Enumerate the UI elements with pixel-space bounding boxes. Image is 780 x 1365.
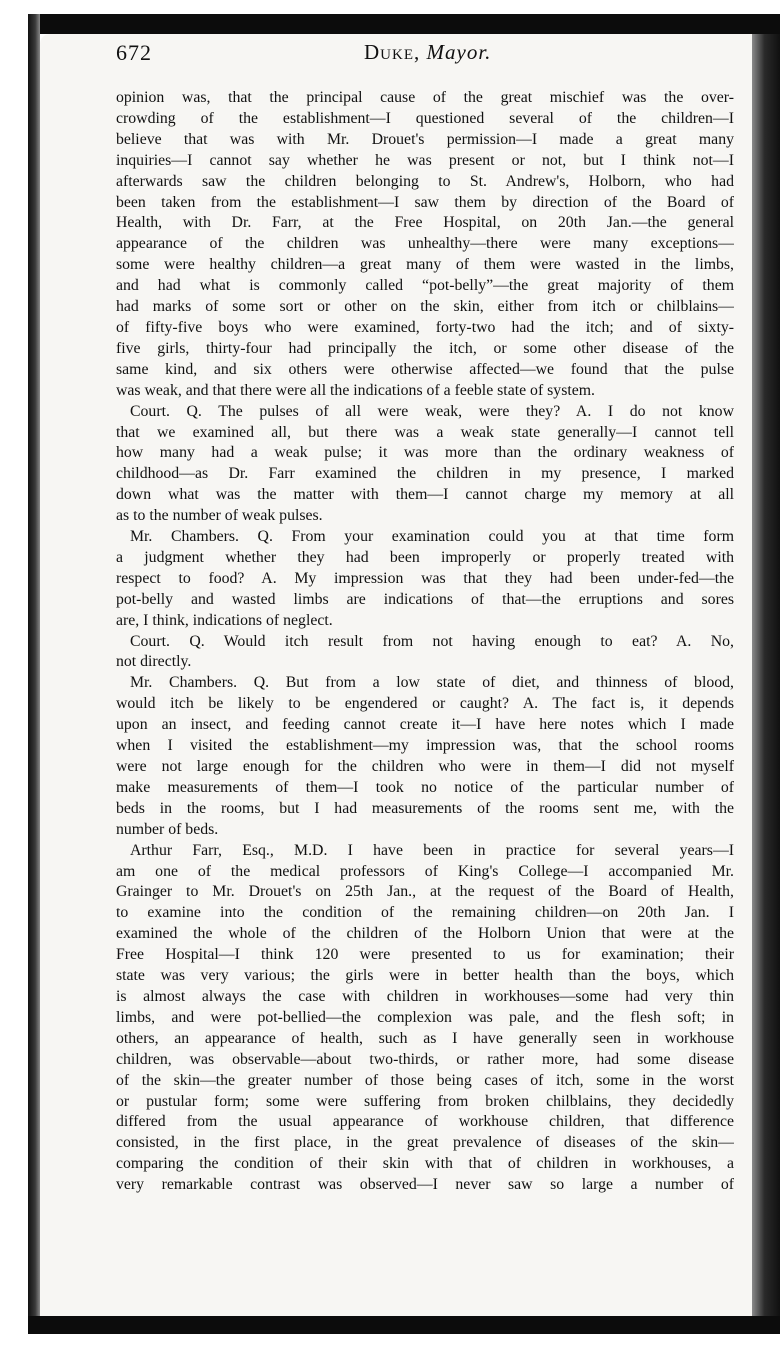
text-line: as to the number of weak pulses. [116, 507, 323, 525]
text-line: Grainger to Mr. Drouet's on 25th Jan., at the request of the Board of Health, [116, 883, 734, 901]
text-line: comparing the condition of their skin with that of children in workhouses, a [116, 1155, 734, 1173]
text-line: Health, with Dr. Farr, at the Free Hospital, on 20th Jan.—the general [116, 214, 734, 232]
text-line: limbs, and were pot-bellied—the complexion was pale, and the flesh soft; in [116, 1008, 734, 1026]
text-line: or pustular form; some were suffering from broken chilblains, they decidedly [116, 1092, 734, 1110]
text-line: beds in the rooms, but I had measurements of the rooms sent me, with the [116, 799, 734, 817]
scan-border-top [28, 14, 780, 34]
page-edge-shadow [752, 34, 780, 1316]
text-line: was weak, and that there were all the indications of a feeble state of system. [116, 381, 595, 399]
text-line: and had what is commonly called “pot-belly”—the great majority of them [116, 277, 734, 295]
text-line: down what was the matter with them—I cannot charge my memory at all [116, 486, 734, 504]
running-head [364, 40, 491, 65]
text-line: consisted, in the first place, in the great prevalence of diseases of the skin— [116, 1134, 734, 1152]
text-line: would itch be likely to be engendered or caught? A. The fact is, it depends [116, 695, 734, 713]
text-line: Free Hospital—I think 120 were presented to us for examination; their [116, 946, 734, 964]
text-line: Court. Q. Would itch result from not having enough to eat? A. No, [130, 632, 734, 650]
text-line: Court. Q. The pulses of all were weak, were they? A. I do not know [130, 402, 734, 420]
text-line: others, an appearance of health, such as I have generally seen in workhouse [116, 1029, 734, 1047]
text-line: respect to food? A. My impression was that they had been under-fed—the [116, 569, 734, 587]
running-head-title: Mayor. [426, 40, 492, 64]
text-line: how many had a weak pulse; it was more than the ordinary weakness of [116, 444, 734, 462]
text-line: make measurements of them—I took no notice of the particular number of [116, 778, 734, 796]
text-line: Mr. Chambers. Q. From your examination could you at that time form [130, 528, 734, 546]
text-line: examined the whole of the children of the Holborn Union that were at the [116, 925, 734, 943]
text-line: state was very various; the girls were in better health than the boys, which [116, 967, 734, 985]
text-line: am one of the medical professors of King's College—I accompanied Mr. [116, 862, 734, 880]
text-line: pot-belly and wasted limbs are indications of that—the erruptions and sores [116, 590, 734, 608]
text-line: differed from the usual appearance of workhouse children, that difference [116, 1113, 734, 1131]
page-header [116, 40, 736, 70]
text-line: of fifty-five boys who were examined, forty-two had the itch; and of sixty- [116, 318, 734, 336]
running-head-name: Duke, [364, 40, 421, 64]
text-line: Mr. Chambers. Q. But from a low state of diet, and thinness of blood, [130, 674, 734, 692]
text-line: afterwards saw the children belonging to St. Andrew's, Holborn, who had [116, 172, 734, 190]
text-line: appearance of the children was unhealthy—there were many exceptions— [116, 235, 734, 253]
text-line: when I visited the establishment—my impression was, that the school rooms [116, 737, 734, 755]
text-line: very remarkable contrast was observed—I never saw so large a number of [116, 1176, 734, 1194]
text-line: believe that was with Mr. Drouet's permission—I made a great many [116, 130, 734, 148]
text-line: not directly. [116, 653, 192, 671]
text-line: had marks of some sort or other on the skin, either from itch or chilblains— [116, 298, 734, 316]
text-line: is almost always the case with children in workhouses—some had very thin [116, 987, 734, 1005]
text-line: been taken from the establishment—I saw them by direction of the Board of [116, 193, 734, 211]
text-line: same kind, and six others were otherwise affected—we found that the pulse [116, 360, 734, 378]
body-text [116, 88, 734, 1196]
text-line: upon an insect, and feeding cannot create it—I have here notes which I made [116, 716, 734, 734]
text-line: crowding of the establishment—I questioned several of the children—I [116, 109, 734, 127]
text-line: five girls, thirty-four had principally the itch, or some other disease of the [116, 339, 734, 357]
text-line: that we examined all, but there was a weak state generally—I cannot tell [116, 423, 734, 441]
text-line: were not large enough for the children who were in them—I did not myself [116, 758, 734, 775]
text-line: opinion was, that the principal cause of the great mischief was the over- [116, 89, 734, 106]
text-line: some were healthy children—a great many of them were wasted in the limbs, [116, 256, 734, 274]
text-line: childhood—as Dr. Farr examined the children in my presence, I marked [116, 465, 734, 483]
scan-border-bottom [28, 1316, 780, 1334]
text-line: Arthur Farr, Esq., M.D. I have been in practice for several years—I [130, 841, 734, 859]
text-line: number of beds. [116, 820, 219, 838]
page-number: 672 [116, 40, 152, 65]
text-line: are, I think, indications of neglect. [116, 611, 333, 629]
text-line: to examine into the condition of the remaining children—on 20th Jan. I [116, 904, 734, 922]
text-line: of the skin—the greater number of those being cases of itch, some in the worst [116, 1071, 734, 1089]
text-line: a judgment whether they had been improperly or properly treated with [116, 548, 734, 566]
book-spine-shadow [28, 14, 40, 1334]
text-line: inquiries—I cannot say whether he was present or not, but I think not—I [116, 151, 734, 169]
text-line: children, was observable—about two-thirds, or rather more, had some disease [116, 1050, 734, 1068]
